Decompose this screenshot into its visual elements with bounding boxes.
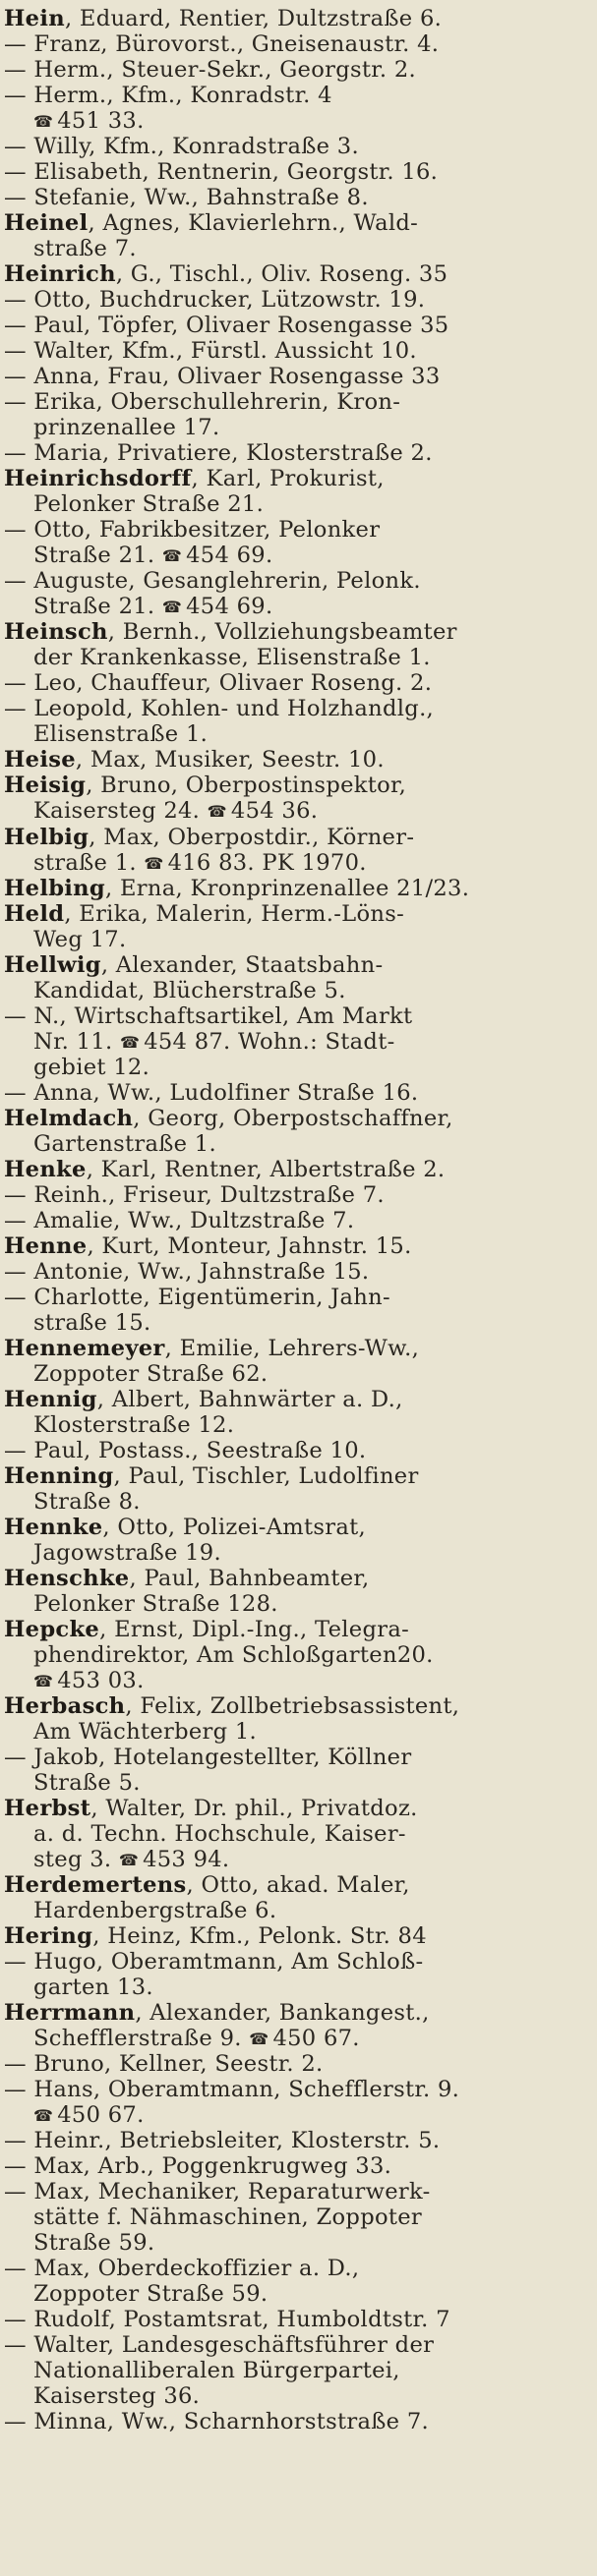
- entry-text: — Herm., Steuer-Sekr., Georgstr. 2.: [4, 57, 417, 84]
- entry-first-line: [4, 1208, 589, 1233]
- entry-text: , Georg, Oberpostschaffner,: [133, 1105, 453, 1131]
- entry-first-line: [4, 31, 589, 57]
- entry-first-line: [4, 57, 589, 83]
- directory-entry: [4, 31, 589, 57]
- entry-surname: Hepcke: [4, 1616, 100, 1642]
- entry-text: — Amalie, Ww., Dultzstraße 7.: [4, 1207, 355, 1233]
- entry-continuation-line: [4, 1591, 589, 1617]
- directory-entry: [4, 696, 589, 747]
- entry-continuation-line: [4, 1847, 589, 1872]
- entry-continuation-line: [4, 2358, 589, 2383]
- directory-entry: [4, 364, 589, 389]
- entry-surname: Herdemertens: [4, 1872, 187, 1899]
- entry-continuation-line: [4, 2383, 589, 2409]
- telephone-icon: ☎: [118, 1851, 140, 1870]
- entry-continuation-line: [4, 1310, 589, 1336]
- entry-text: Zoppoter Straße 62.: [33, 1360, 269, 1387]
- entry-first-line: [4, 2332, 589, 2358]
- entry-continuation-line: [4, 2204, 589, 2230]
- telephone-icon: ☎: [33, 112, 54, 132]
- telephone-icon: ☎: [119, 1032, 141, 1052]
- entry-surname: Helbing: [4, 875, 106, 901]
- entry-text: — Max, Mechaniker, Reparaturwerk-: [4, 2179, 431, 2205]
- directory-entry: [4, 389, 589, 440]
- entry-text: — Charlotte, Eigentümerin, Jahn-: [4, 1284, 390, 1310]
- entry-text: — Auguste, Gesanglehrerin, Pelonk.: [4, 568, 421, 595]
- entry-text: — Franz, Bürovorst., Gneisenaustr. 4.: [4, 31, 440, 58]
- entry-surname: Heinsch: [4, 619, 108, 646]
- entry-text: Jagowstraße 19.: [33, 1539, 221, 1566]
- entry-text: , Albert, Bahnwärter a. D.,: [96, 1386, 403, 1412]
- entry-text: Klosterstraße 12.: [33, 1411, 235, 1438]
- entry-text: — Hugo, Oberamtmann, Am Schloß-: [4, 1949, 424, 1975]
- entry-text: , Ernst, Dipl.-Ing., Telegra-: [99, 1616, 410, 1642]
- directory-entry: [4, 1566, 589, 1617]
- entry-surname: Heinrich: [4, 261, 116, 288]
- directory-entry: [4, 338, 589, 364]
- entry-text: Kandidat, Blücherstraße 5.: [33, 977, 346, 1003]
- entry-text: — Walter, Landesgeschäftsführer der: [4, 2332, 435, 2359]
- entry-continuation-line: [4, 1540, 589, 1566]
- phone-number: 451 33.: [57, 108, 145, 135]
- directory-entry: [4, 2179, 589, 2256]
- entry-first-line: [4, 1617, 589, 1642]
- entry-first-line: [4, 2051, 589, 2077]
- entry-text: — Herm., Kfm., Konradstr. 4: [4, 83, 332, 109]
- entry-surname: Herbst: [4, 1796, 91, 1822]
- entry-first-line: [4, 261, 589, 287]
- directory-entry: [4, 2307, 589, 2332]
- directory-entry: [4, 261, 589, 287]
- entry-text: , Bernh., Vollziehungsbeamter: [107, 619, 457, 646]
- entry-text: , Erna, Kronprinzenallee 21/23.: [105, 875, 470, 901]
- entry-text: , Paul, Tischler, Ludolfiner: [113, 1462, 419, 1489]
- directory-entry: [4, 2409, 589, 2434]
- entry-first-line: [4, 1106, 589, 1131]
- phone-number: 450 67.: [57, 2102, 145, 2129]
- entry-text: phendirektor, Am Schloßgarten20.: [33, 1642, 434, 1668]
- entry-surname: Helmdach: [4, 1105, 134, 1131]
- entry-text: , Eduard, Rentier, Dultzstraße 6.: [64, 6, 443, 31]
- entry-text: Nr. 11.: [33, 1028, 113, 1055]
- directory-entry: [4, 2332, 589, 2409]
- entry-text: Gartenstraße 1.: [33, 1130, 216, 1157]
- entry-text: , Max, Oberpostdir., Körner-: [89, 824, 415, 850]
- entry-first-line: [4, 2179, 589, 2204]
- entry-first-line: [4, 2409, 589, 2434]
- entry-text: , Walter, Dr. phil., Privatdoz.: [90, 1796, 418, 1822]
- entry-text: straße 1.: [33, 849, 137, 876]
- entry-surname: Henke: [4, 1156, 87, 1182]
- entry-text: — Walter, Kfm., Fürstl. Aussicht 10.: [4, 338, 417, 365]
- entry-continuation-line: [4, 1668, 589, 1693]
- directory-entry: [4, 1693, 589, 1745]
- directory-entry: [4, 185, 589, 210]
- directory-entry: [4, 2000, 589, 2051]
- entry-first-line: [4, 1387, 589, 1412]
- entry-text: Elisenstraße 1.: [33, 721, 209, 748]
- entry-text: Schefflerstraße 9.: [33, 2026, 242, 2052]
- entry-continuation-line: [4, 1898, 589, 1923]
- entry-continuation-line: [4, 2026, 589, 2051]
- entry-text: , Karl, Rentner, Albertstraße 2.: [86, 1156, 446, 1182]
- telephone-icon: ☎: [207, 802, 227, 822]
- directory-entry: [4, 466, 589, 517]
- entry-first-line: [4, 568, 589, 594]
- entry-text: — Otto, Fabrikbesitzer, Pelonker: [4, 517, 381, 544]
- directory-entry: [4, 2128, 589, 2153]
- entry-text: , Felix, Zollbetriebsassistent,: [125, 1693, 460, 1720]
- entry-continuation-line: [4, 594, 589, 619]
- entry-text: Kaisersteg 24.: [33, 798, 201, 825]
- entry-text: straße 15.: [33, 1309, 151, 1336]
- entry-text: Weg 17.: [33, 926, 127, 952]
- directory-entry: [4, 876, 589, 901]
- directory-entry: [4, 1003, 589, 1080]
- entry-text: , G., Tischl., Oliv. Roseng. 35: [115, 261, 448, 288]
- phone-number: 450 67.: [272, 2026, 360, 2052]
- entry-text: — Hans, Oberamtmann, Schefflerstr. 9.: [4, 2077, 460, 2103]
- entry-text: Hardenbergstraße 6.: [33, 1898, 277, 1924]
- entry-first-line: [4, 338, 589, 364]
- entry-text: prinzenallee 17.: [33, 415, 220, 441]
- entry-first-line: [4, 1463, 589, 1489]
- entry-text: — Paul, Postass., Seestraße 10.: [4, 1437, 367, 1463]
- directory-entry: [4, 1617, 589, 1693]
- directory-entry: [4, 1872, 589, 1923]
- entry-first-line: [4, 1233, 589, 1259]
- entry-surname: Helbig: [4, 824, 90, 850]
- entry-text: Pelonker Straße 128.: [33, 1590, 278, 1617]
- entry-continuation-line: [4, 1821, 589, 1847]
- directory-entry: [4, 57, 589, 83]
- entry-first-line: [4, 1259, 589, 1285]
- entry-text: — Stefanie, Ww., Bahnstraße 8.: [4, 185, 369, 211]
- entry-text: Am Wächterberg 1.: [33, 1719, 258, 1746]
- entry-text: — Max, Oberdeckoffizier a. D.,: [4, 2256, 360, 2282]
- entry-surname: Herbasch: [4, 1693, 126, 1720]
- entry-text: Straße 21.: [33, 594, 155, 620]
- entry-continuation-line: [4, 2230, 589, 2256]
- entry-first-line: [4, 1693, 589, 1719]
- entry-text: straße 7.: [33, 236, 137, 262]
- entry-continuation-line: [4, 1412, 589, 1438]
- entry-first-line: [4, 185, 589, 210]
- directory-entry: [4, 313, 589, 338]
- entry-text: — Leopold, Kohlen- und Holzhandlg.,: [4, 696, 435, 722]
- entry-first-line: [4, 389, 589, 415]
- entry-first-line: [4, 670, 589, 696]
- entry-continuation-line: [4, 1361, 589, 1387]
- entry-first-line: [4, 1336, 589, 1361]
- directory-entry: [4, 1106, 589, 1157]
- entry-first-line: [4, 1745, 589, 1770]
- phone-number: 454 69.: [186, 543, 273, 569]
- entry-continuation-line: [4, 798, 589, 824]
- directory-entry: [4, 517, 589, 568]
- entry-first-line: [4, 159, 589, 185]
- entry-first-line: [4, 773, 589, 798]
- phone-number: 453 03.: [57, 1668, 145, 1694]
- entry-first-line: [4, 517, 589, 543]
- entry-text: — Heinr., Betriebsleiter, Klosterstr. 5.: [4, 2128, 441, 2154]
- entry-text: — Elisabeth, Rentnerin, Georgstr. 16.: [4, 159, 439, 186]
- phone-number: 454 69.: [186, 594, 273, 620]
- directory-entry: [4, 2051, 589, 2077]
- entry-text: — Antonie, Ww., Jahnstraße 15.: [4, 1258, 370, 1285]
- directory-entry: [4, 568, 589, 619]
- entry-surname: Heinel: [4, 210, 89, 237]
- entry-continuation-line: [4, 850, 589, 876]
- entry-text: — Anna, Ww., Ludolfiner Straße 16.: [4, 1079, 419, 1106]
- entry-text: , Alexander, Staatsbahn-: [100, 951, 384, 978]
- entry-continuation-line: [4, 1719, 589, 1745]
- entry-text: Straße 21.: [33, 543, 155, 569]
- directory-entry: [4, 210, 589, 261]
- entry-continuation-line: [4, 2102, 589, 2128]
- entry-continuation-line: [4, 108, 589, 134]
- directory-entry: [4, 1336, 589, 1387]
- phone-number: 416 83.: [167, 849, 255, 876]
- directory-entry: [4, 2077, 589, 2128]
- entry-first-line: [4, 1949, 589, 1975]
- telephone-icon: ☎: [144, 853, 164, 873]
- entry-first-line: [4, 901, 589, 927]
- entry-text: — Jakob, Hotelangestellter, Köllner: [4, 1745, 412, 1771]
- entry-first-line: [4, 1285, 589, 1310]
- entry-continuation-line: [4, 415, 589, 440]
- directory-entry: [4, 773, 589, 824]
- phone-number: 453 94.: [143, 1847, 230, 1873]
- telephone-icon: ☎: [161, 598, 183, 617]
- directory-entry: [4, 1949, 589, 2000]
- directory-entry: [4, 83, 589, 134]
- entry-text-after: PK 1970.: [254, 849, 367, 876]
- entry-first-line: [4, 440, 589, 466]
- directory-entry: [4, 287, 589, 313]
- entry-continuation-line: [4, 491, 589, 517]
- entry-text: — Maria, Privatiere, Klosterstraße 2.: [4, 440, 433, 467]
- entry-continuation-line: [4, 236, 589, 261]
- entry-first-line: [4, 1872, 589, 1898]
- entry-first-line: [4, 83, 589, 108]
- entry-first-line: [4, 1080, 589, 1106]
- entry-text: , Erika, Malerin, Herm.-Löns-: [64, 900, 405, 927]
- entry-continuation-line: [4, 1975, 589, 2000]
- directory-entry: [4, 1438, 589, 1463]
- directory-entry: [4, 6, 589, 31]
- entry-first-line: [4, 1923, 589, 1949]
- entry-text-after: Wohn.: Stadt-: [230, 1028, 395, 1055]
- directory-entry: [4, 1157, 589, 1182]
- entry-text: — Rudolf, Postamtsrat, Humboldtstr. 7: [4, 2307, 450, 2333]
- entry-first-line: [4, 2000, 589, 2026]
- entry-text: Straße 8.: [33, 1488, 141, 1515]
- entry-surname: Hennemeyer: [4, 1335, 165, 1361]
- entry-first-line: [4, 1157, 589, 1182]
- entry-first-line: [4, 825, 589, 850]
- entry-first-line: [4, 2153, 589, 2179]
- entry-first-line: [4, 287, 589, 313]
- entry-text: — Reinh., Friseur, Dultzstraße 7.: [4, 1181, 385, 1208]
- entry-text: — Max, Arb., Poggenkrugweg 33.: [4, 2153, 392, 2180]
- entry-continuation-line: [4, 1055, 589, 1080]
- entry-surname: Herrmann: [4, 2000, 136, 2027]
- entry-text: Pelonker Straße 21.: [33, 491, 265, 518]
- directory-entry: [4, 1080, 589, 1106]
- entry-surname: Hein: [4, 6, 65, 31]
- entry-text: stätte f. Nähmaschinen, Zoppoter: [33, 2204, 423, 2231]
- telephone-icon: ☎: [161, 546, 183, 566]
- entry-first-line: [4, 619, 589, 645]
- entry-first-line: [4, 696, 589, 721]
- entry-first-line: [4, 1566, 589, 1591]
- entry-continuation-line: [4, 721, 589, 747]
- entry-first-line: [4, 747, 589, 773]
- entry-text: — Bruno, Kellner, Seestr. 2.: [4, 2051, 324, 2078]
- entry-first-line: [4, 134, 589, 159]
- phone-number: 454 36.: [230, 798, 319, 825]
- entry-text: Nationalliberalen Bürgerpartei,: [33, 2358, 400, 2384]
- entry-text: Zoppoter Straße 59.: [33, 2281, 269, 2308]
- entry-first-line: [4, 210, 589, 236]
- directory-entry: [4, 1208, 589, 1233]
- entry-first-line: [4, 2256, 589, 2281]
- telephone-icon: ☎: [249, 2030, 269, 2049]
- directory-entry: [4, 1923, 589, 1949]
- entry-continuation-line: [4, 1029, 589, 1055]
- directory-entry: [4, 1259, 589, 1285]
- directory-entry: [4, 952, 589, 1003]
- entry-surname: Hennke: [4, 1514, 103, 1540]
- directory-entry: [4, 619, 589, 670]
- entry-text: — N., Wirtschaftsartikel, Am Markt: [4, 1002, 413, 1029]
- entry-surname: Henschke: [4, 1565, 130, 1591]
- entry-text: — Willy, Kfm., Konradstraße 3.: [4, 134, 359, 160]
- entry-first-line: [4, 2077, 589, 2102]
- entry-surname: Hellwig: [4, 951, 101, 978]
- entry-first-line: [4, 1438, 589, 1463]
- entry-surname: Heinrichsdorff: [4, 466, 192, 492]
- entry-text: , Kurt, Monteur, Jahnstr. 15.: [87, 1232, 412, 1259]
- entry-first-line: [4, 1182, 589, 1208]
- entry-first-line: [4, 1796, 589, 1821]
- telephone-icon: ☎: [33, 1672, 54, 1691]
- entry-text: Straße 5.: [33, 1770, 141, 1797]
- directory-entry: [4, 440, 589, 466]
- directory-entry: [4, 1387, 589, 1438]
- entry-surname: Henne: [4, 1232, 88, 1259]
- entry-text: steg 3.: [33, 1847, 112, 1873]
- entry-continuation-line: [4, 1131, 589, 1157]
- entry-first-line: [4, 466, 589, 491]
- entry-text: , Otto, Polizei-Amtsrat,: [102, 1514, 367, 1540]
- entry-continuation-line: [4, 1770, 589, 1796]
- entry-text: , Max, Musiker, Seestr. 10.: [75, 747, 385, 773]
- entry-text: , Agnes, Klavierlehrn., Wald-: [88, 210, 419, 237]
- directory-entry: [4, 1463, 589, 1515]
- entry-surname: Henning: [4, 1462, 114, 1489]
- entry-first-line: [4, 1003, 589, 1029]
- entry-text: gebiet 12.: [33, 1054, 150, 1080]
- entry-text: a. d. Techn. Hochschule, Kaiser-: [33, 1821, 406, 1848]
- entry-first-line: [4, 313, 589, 338]
- entry-text: , Karl, Prokurist,: [191, 466, 385, 492]
- entry-text: — Minna, Ww., Scharnhorststraße 7.: [4, 2409, 429, 2435]
- entry-first-line: [4, 6, 589, 31]
- entry-first-line: [4, 1515, 589, 1540]
- entry-first-line: [4, 2307, 589, 2332]
- entry-surname: Held: [4, 900, 65, 927]
- entry-first-line: [4, 952, 589, 978]
- directory-entry: [4, 1182, 589, 1208]
- phone-number: 454 87.: [144, 1028, 231, 1055]
- entry-text: Kaisersteg 36.: [33, 2383, 201, 2410]
- entry-continuation-line: [4, 978, 589, 1003]
- entry-continuation-line: [4, 645, 589, 670]
- entry-continuation-line: [4, 927, 589, 952]
- entry-text: — Leo, Chauffeur, Olivaer Roseng. 2.: [4, 670, 433, 697]
- entry-text: Straße 59.: [33, 2230, 155, 2257]
- entry-surname: Heise: [4, 747, 76, 773]
- directory-entry: [4, 901, 589, 952]
- entry-text: , Bruno, Oberpostinspektor,: [86, 773, 407, 799]
- directory-entry: [4, 1796, 589, 1872]
- directory-entry: [4, 1745, 589, 1796]
- entry-text: — Anna, Frau, Olivaer Rosengasse 33: [4, 364, 441, 390]
- entry-continuation-line: [4, 1489, 589, 1515]
- entry-text: garten 13.: [33, 1975, 153, 2001]
- directory-entry: [4, 825, 589, 876]
- entry-surname: Heisig: [4, 773, 87, 799]
- entry-text: , Otto, akad. Maler,: [186, 1872, 410, 1899]
- entry-text: der Krankenkasse, Elisenstraße 1.: [33, 645, 431, 671]
- directory-entry: [4, 670, 589, 696]
- entry-surname: Hering: [4, 1923, 93, 1950]
- entry-first-line: [4, 876, 589, 901]
- entry-text: — Paul, Töpfer, Olivaer Rosengasse 35: [4, 313, 449, 339]
- telephone-icon: ☎: [33, 2106, 54, 2126]
- entry-continuation-line: [4, 1642, 589, 1668]
- entry-text: , Alexander, Bankangest.,: [135, 2000, 430, 2027]
- entry-first-line: [4, 364, 589, 389]
- entry-continuation-line: [4, 2281, 589, 2307]
- entry-text: , Paul, Bahnbeamter,: [129, 1565, 370, 1591]
- entry-text: — Otto, Buchdrucker, Lützowstr. 19.: [4, 287, 426, 314]
- directory-entry: [4, 1233, 589, 1259]
- entry-text: — Erika, Oberschullehrerin, Kron-: [4, 389, 401, 416]
- directory-entry: [4, 2256, 589, 2307]
- entry-first-line: [4, 2128, 589, 2153]
- entry-text: , Emilie, Lehrers-Ww.,: [164, 1335, 420, 1361]
- entry-continuation-line: [4, 543, 589, 568]
- directory-entry: [4, 159, 589, 185]
- entry-text: , Heinz, Kfm., Pelonk. Str. 84: [92, 1923, 427, 1950]
- directory-entry: [4, 134, 589, 159]
- directory-entry: [4, 1515, 589, 1566]
- directory-entry: [4, 1285, 589, 1336]
- directory-entries: [4, 6, 589, 2434]
- entry-surname: Hennig: [4, 1386, 97, 1412]
- directory-entry: [4, 2153, 589, 2179]
- directory-entry: [4, 747, 589, 773]
